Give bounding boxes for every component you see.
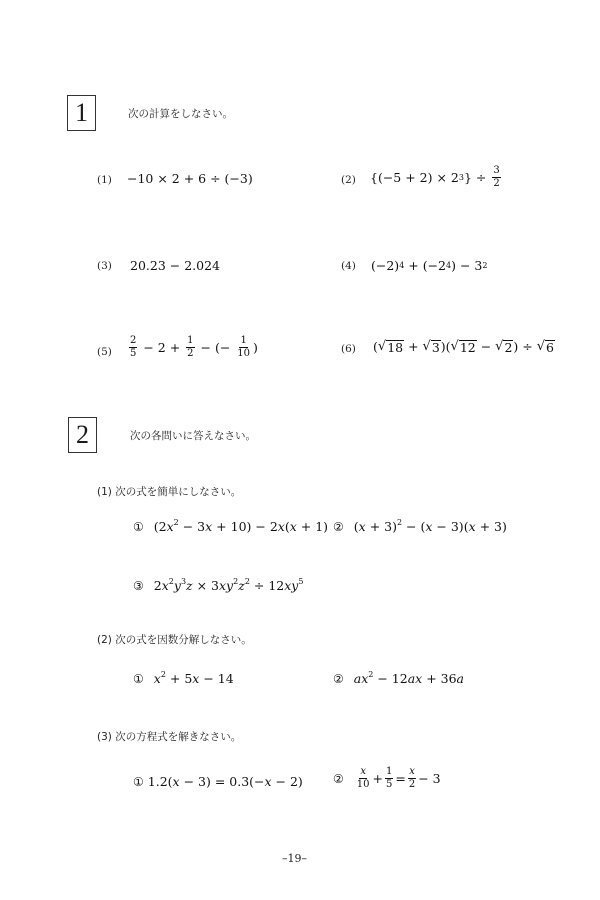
circled-number: ① <box>133 519 144 534</box>
page-number: –19– <box>282 852 307 865</box>
item-2-2: ② $ax^2 - 12ax + 36a$ <box>333 670 464 686</box>
radicand: 3 <box>431 340 440 355</box>
sqrt-12 <box>451 339 477 354</box>
circled-number: ① <box>133 774 144 789</box>
fraction-x-2: $\frac{x}{2}$ <box>408 766 416 790</box>
sqrt-3 <box>423 339 441 354</box>
item-1-2: ② $(x + 3)^2 - (x - 3)(x + 3)$ <box>333 518 507 534</box>
circled-number: ② <box>333 519 344 534</box>
circled-number: ② <box>333 671 344 686</box>
radicand: 6 <box>546 340 554 355</box>
problem-5-expression <box>127 335 258 360</box>
problem-4-label: (4) <box>341 260 356 272</box>
problem-4-part-a: (−2) <box>371 258 400 273</box>
subsection-3-label: (3) <box>97 731 112 743</box>
item-1-1: ① $(2x^2 - 3x + 10) - 2x(x + 1)$ <box>133 518 329 534</box>
item-3-1: ① 1.2(x − 3) = 0.3(−x − 2) <box>133 774 303 789</box>
radicand: 12 <box>459 340 476 355</box>
problem-5-part-c: ) <box>253 340 258 355</box>
fraction-denominator: 10 <box>237 348 251 359</box>
section-2-instruction: 次の各問いに答えなさい。 <box>130 430 256 442</box>
radicand: 18 <box>387 340 404 355</box>
subsection-3-instruction: 次の方程式を解きなさい。 <box>115 731 242 743</box>
fraction-denominator: 2 <box>187 348 194 359</box>
problem-5-part-a: − 2 + <box>139 340 185 355</box>
fraction-denominator: 5 <box>130 348 137 359</box>
item-2-1: ① $x^2 + 5x - 14$ <box>133 670 234 686</box>
sqrt-icon: √ <box>422 339 431 354</box>
sqrt-icon: √ <box>450 339 459 354</box>
subsection-1-label: (1) <box>97 486 112 498</box>
problem-5-label: (5) <box>97 346 112 358</box>
sqrt-icon: √ <box>377 339 387 354</box>
problem-2-label: (2) <box>341 174 356 186</box>
sqrt-2 <box>495 339 513 354</box>
problem-6-expression: ( √ 18 + √ 3 )( √ 12 − √ 2 ) ÷ √ 6 <box>373 339 554 355</box>
fraction-numerator: 1 <box>187 335 194 346</box>
subsection-2-instruction: 次の式を因数分解しなさい。 <box>115 634 252 646</box>
sqrt-18 <box>378 339 404 354</box>
section-1-number-box: 1 <box>67 95 96 131</box>
section-1-instruction: 次の計算をしなさい。 <box>128 108 233 120</box>
problem-4-expression: (−2) 4 + (−2 4 ) − 3 2 <box>371 258 488 273</box>
fraction-denominator: 2 <box>493 178 500 189</box>
fraction-2-5 <box>129 335 137 360</box>
problem-4-part-c: ) − 3 <box>451 258 483 273</box>
subsection-2-heading <box>97 632 252 647</box>
problem-2-part-a: {(−5 + 2) × 2 <box>370 170 459 185</box>
problem-3-expression: 20.23 − 2.024 <box>130 258 220 273</box>
circled-number: ③ <box>133 578 144 593</box>
sqrt-icon: √ <box>495 339 504 354</box>
fraction-numerator: 1 <box>240 335 247 346</box>
fraction-1-5: $\frac{1}{5}$ <box>385 766 393 790</box>
fraction-numerator: 2 <box>130 335 137 346</box>
subsection-2-label: (2) <box>97 634 112 646</box>
radicand: 2 <box>504 340 513 355</box>
sqrt-6 <box>537 339 555 354</box>
problem-3-label: (3) <box>97 260 112 272</box>
item-3-2: ② $\frac{x}{10}$ + $\frac{1}{5}$ = $\frac{x}{2}$ − 3 <box>333 766 441 790</box>
problem-6-label: (6) <box>341 343 356 355</box>
problem-4-part-b: + (−2 <box>404 258 447 273</box>
subsection-1-heading <box>97 484 241 499</box>
problem-1-label: (1) <box>97 174 112 186</box>
problem-2-expression: {(−5 + 2) × 2 3 } ÷ $\frac{3}{2}$ <box>370 165 500 189</box>
fraction-x-10: $\frac{x}{10}$ <box>356 766 370 790</box>
subsection-1-instruction: 次の式を簡単にしなさい。 <box>115 486 242 498</box>
sqrt-icon: √ <box>536 339 546 354</box>
fraction-1-10 <box>236 335 251 360</box>
subsection-3-heading <box>97 729 241 744</box>
problem-2-fraction <box>492 165 500 190</box>
problem-5-part-b: − (− <box>196 340 235 355</box>
fraction-numerator: 3 <box>493 165 500 176</box>
problem-2-part-b: } ÷ <box>463 170 491 185</box>
circled-number: ① <box>133 671 144 686</box>
problem-1-expression: −10 × 2 + 6 ÷ (−3) <box>127 171 253 186</box>
item-1-3: ③ $2x^2y^3z \times 3xy^2z^2 \div 12xy^5$ <box>133 577 304 593</box>
circled-number: ② <box>333 771 344 786</box>
section-2-number-box: 2 <box>68 417 97 453</box>
fraction-1-2 <box>186 335 194 360</box>
